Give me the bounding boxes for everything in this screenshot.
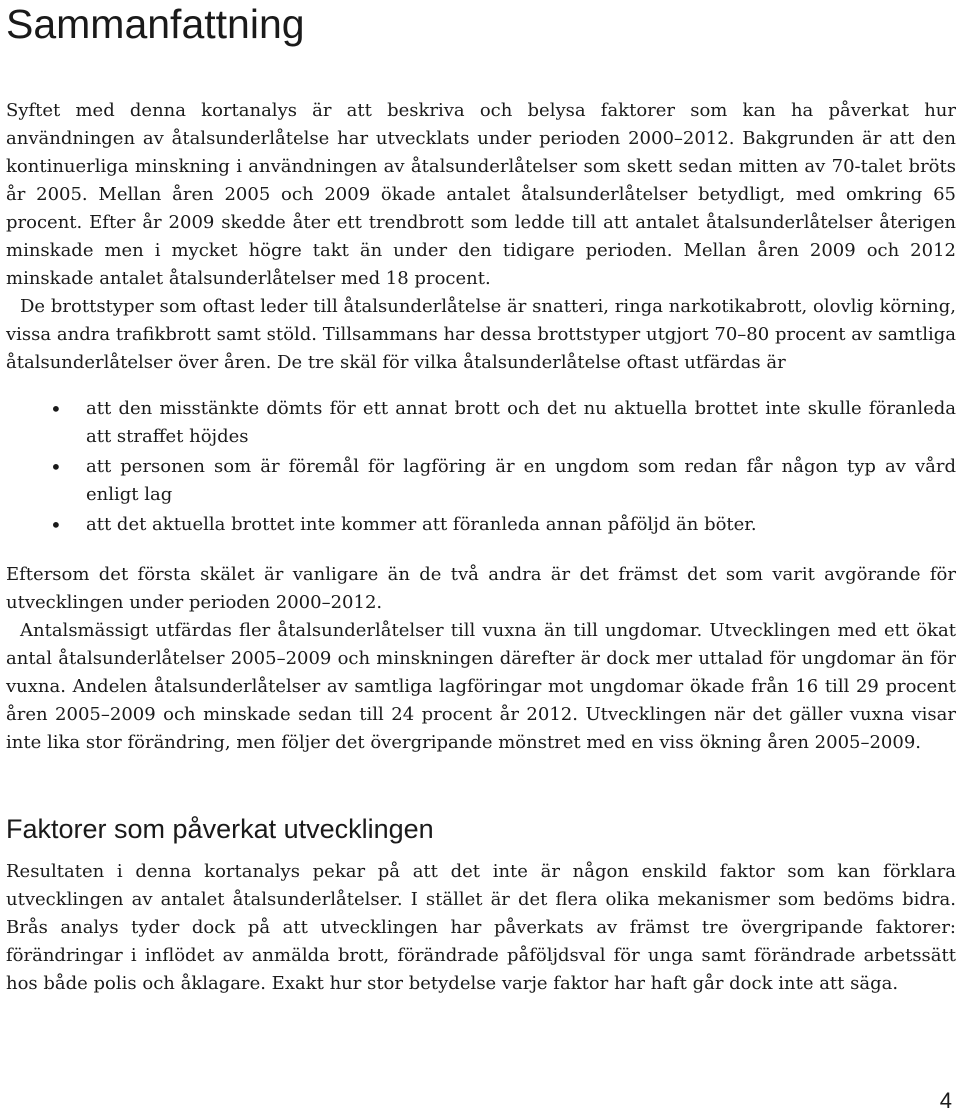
list-item-text: att den misstänkte dömts för ett annat brott och det nu aktuella brottet inte skulle föranleda att straffet höjdes [86,398,956,447]
bullet-icon: • [50,513,62,537]
page-title: Sammanfattning [6,1,305,47]
list-item-text: att personen som är föremål för lagföring är en ungdom som redan får någon typ av vård enligt lag [86,456,956,505]
factors-section-header [6,814,956,844]
after-paragraph-2: Antalsmässigt utfärdas fler åtalsunderlåtelser till vuxna än till ungdomar. Utvecklingen med ett ökat antal åtalsunderlåtelser 2005–2009 och minskningen därefter är dock mer uttalad för ungdomar än för vuxna. Andelen åtalsunderlåtelser av samtliga lagföringar mot ungdomar ökade från 16 till 29 procent åren 2005–2009 och minskade sedan till 24 procent år 2012. Utvecklingen när det gäller vuxna visar inte lika stor förändring, men följer det övergripande mönstret med en viss ökning åren 2005–2009. [6,620,956,753]
bullet-icon: • [50,455,62,479]
factors-paragraph-1: Resultaten i denna kortanalys pekar på att det inte är någon enskild faktor som kan förklara utvecklingen av antalet åtalsunderlåtelser. I stället är det flera olika mekanismer som bedöms bidra. Brås analys tyder dock på att utvecklingen har påverkats av främst tre övergripande faktorer: förändringar i inflödet av anmälda brott, förändrade påföljdsval för unga samt förändrade arbetssätt hos både polis och åklagare. Exakt hur stor betydelse varje faktor har haft går dock inte att säga. [6,861,956,994]
intro-paragraph-2: De brottstyper som oftast leder till åtalsunderlåtelse är snatteri, ringa narkotikabrott, olovlig körning, vissa andra trafikbrott samt stöld. Tillsammans har dessa brottstyper utgjort 70–80 procent av samtliga åtalsunderlåtelser över åren. De tre skäl för vilka åtalsunderlåtelse oftast utfärdas är [6,296,956,373]
after-list-text [6,561,956,757]
list-item-text: att det aktuella brottet inte kommer att föranleda annan påföljd än böter. [86,514,757,535]
after-paragraph-1: Eftersom det första skälet är vanligare än de två andra är det främst det som varit avgörande för utvecklingen under perioden 2000–2012. [6,564,956,613]
list-item [6,511,956,539]
reasons-list [6,395,956,541]
bullet-icon: • [50,397,62,421]
intro-paragraph-1: Syftet med denna kortanalys är att beskriva och belysa faktorer som kan ha påverkat hur användningen av åtalsunderlåtelse har utvecklats under perioden 2000–2012. Bakgrunden är att den kontinuerliga minskning i användningen av åtalsunderlåtelser som skett sedan mitten av 70-talet bröts år 2005. Mellan åren 2005 och 2009 ökade antalet åtalsunderlåtelser betydligt, med omkring 65 procent. Efter år 2009 skedde åter ett trendbrott som ledde till att antalet åtalsunderlåtelser återigen minskade men i mycket högre takt än under den tidigare perioden. Mellan åren 2009 och 2012 minskade antalet åtalsunderlåtelser med 18 procent. [6,100,956,289]
section-heading: Faktorer som påverkat utvecklingen [6,814,434,844]
summary-section [6,0,956,46]
factors-section-body [6,858,956,998]
list-item [6,395,956,451]
intro-text [6,97,956,377]
list-item [6,453,956,509]
page-number: 4 [939,1088,952,1113]
